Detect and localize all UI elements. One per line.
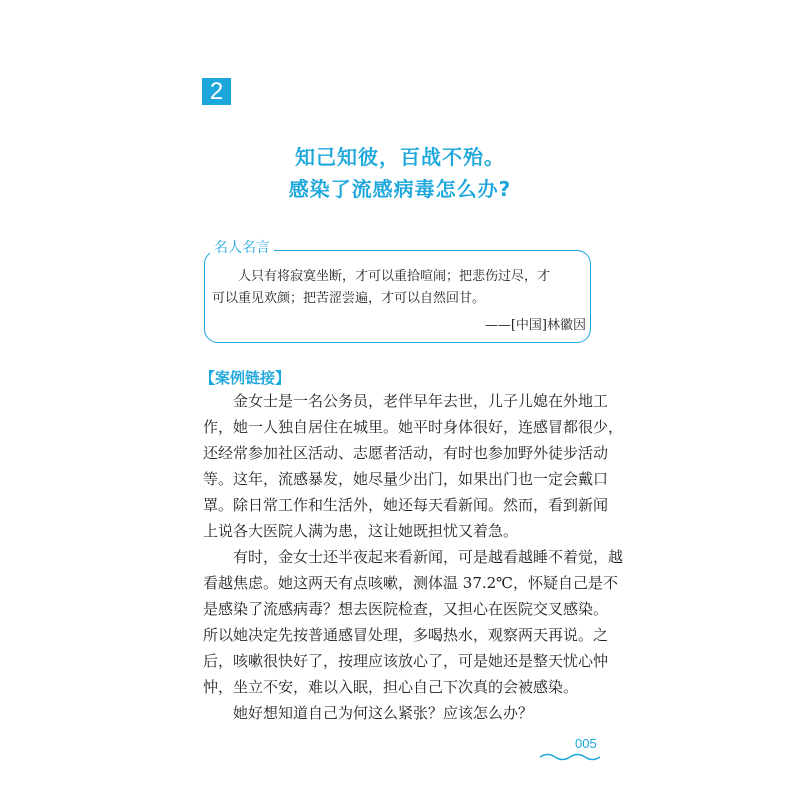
quote-text-line-2: 可以重见欢颜；把苦涩尝遍，才可以自然回甘。 — [212, 291, 486, 306]
chapter-number-badge: 2 — [202, 78, 231, 105]
body-line: 作，她一人独自居住在城里。她平时身体很好，连感冒都很少， — [203, 418, 624, 436]
case-section-heading: 【案例链接】 — [200, 369, 291, 387]
body-line: 是感染了流感病毒？想去医院检查，又担心在医院交叉感染。 — [203, 600, 609, 618]
body-line: 忡，坐立不安，难以入眠，担心自己下次真的会被感染。 — [203, 678, 579, 696]
body-line: 还经常参加社区活动、志愿者活动，有时也参加野外徒步活动 — [203, 444, 609, 462]
body-line: 金女士是一名公务员，老伴早年去世，儿子儿媳在外地工 — [233, 392, 609, 410]
chapter-title-line-2: 感染了流感病毒怎么办? — [288, 177, 512, 201]
body-line: 罩。除日常工作和生活外，她还每天看新闻。然而，看到新闻 — [203, 496, 609, 514]
body-line: 等。这年，流感暴发，她尽量少出门，如果出门也一定会戴口 — [203, 470, 609, 488]
quote-text-line-1: 人只有将寂寞坐断，才可以重拾喧闹；把悲伤过尽，才 — [238, 269, 551, 284]
chapter-title-line-1: 知己知彼，百战不殆。 — [295, 145, 505, 169]
page-number: 005 — [575, 736, 597, 751]
page-wave-decoration — [540, 752, 600, 762]
body-line: 后，咳嗽很快好了，按理应该放心了，可是她还是整天忧心忡 — [203, 652, 609, 670]
body-line: 有时，金女士还半夜起来看新闻，可是越看越睡不着觉，越 — [233, 548, 624, 566]
quote-label: 名人名言 — [210, 237, 274, 257]
body-line: 上说各大医院人满为患，这让她既担忧又着急。 — [203, 522, 519, 540]
quote-author: ——[中国]林徽因 — [484, 318, 586, 333]
body-line: 所以她决定先按普通感冒处理，多喝热水，观察两天再说。之 — [203, 626, 609, 644]
body-line: 看越焦虑。她这两天有点咳嗽，测体温 37.2℃，怀疑自己是不 — [203, 574, 618, 592]
body-line: 她好想知道自己为何这么紧张？应该怎么办？ — [233, 704, 534, 722]
